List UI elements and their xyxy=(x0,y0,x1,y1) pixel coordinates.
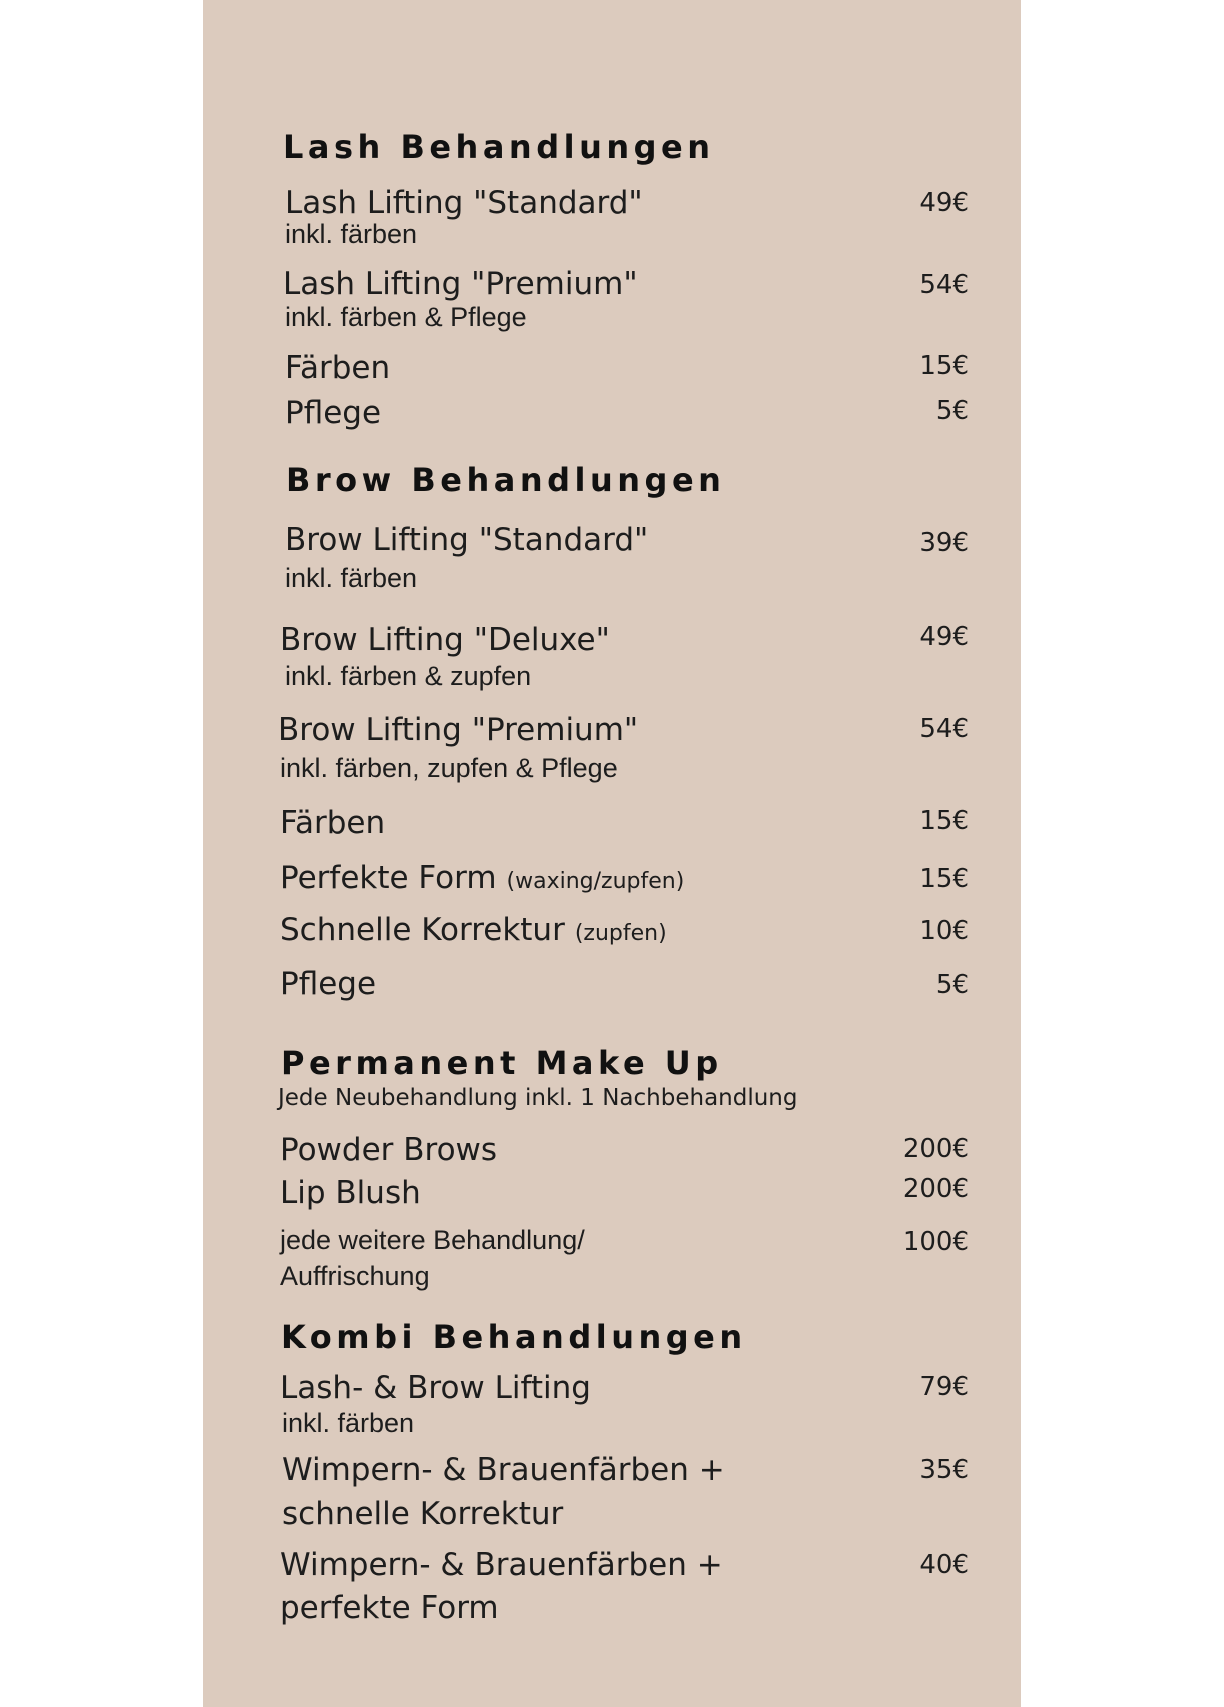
lash-item-1-price: 54€ xyxy=(919,270,969,300)
kombi-item-1-price: 35€ xyxy=(919,1455,969,1485)
lash-item-0-price: 49€ xyxy=(919,188,969,218)
kombi-item-1-line2: schnelle Korrektur xyxy=(282,1496,564,1532)
brow-item-2-price: 54€ xyxy=(919,714,969,744)
brow-item-1-sub: inkl. färben & zupfen xyxy=(285,661,532,691)
pmu-item-2-line2: Auffrischung xyxy=(280,1261,430,1291)
pmu-item-2-line1: jede weitere Behandlung/ xyxy=(280,1225,585,1255)
brow-item-2-sub: inkl. färben, zupfen & Pflege xyxy=(280,753,618,783)
pmu-section-subtitle: Jede Neubehandlung inkl. 1 Nachbehandlung xyxy=(278,1085,798,1111)
lash-item-3-name: Pflege xyxy=(285,395,382,431)
lash-item-0-sub: inkl. färben xyxy=(285,219,418,249)
brow-item-4-price: 15€ xyxy=(919,864,969,894)
lash-section-title: Lash Behandlungen xyxy=(283,128,715,166)
lash-item-2-name: Färben xyxy=(285,350,391,386)
kombi-item-1-line1: Wimpern- & Brauenfärben + xyxy=(282,1452,725,1488)
brow-item-1-price: 49€ xyxy=(919,622,969,652)
brow-item-5 xyxy=(280,912,667,948)
brow-item-5-note: (zupfen) xyxy=(574,921,667,946)
pmu-item-1-name: Lip Blush xyxy=(280,1175,421,1211)
brow-item-3-price: 15€ xyxy=(919,806,969,836)
kombi-item-2-line1: Wimpern- & Brauenfärben + xyxy=(280,1547,723,1583)
lash-item-2-price: 15€ xyxy=(919,351,969,381)
brow-item-0-price: 39€ xyxy=(919,528,969,558)
brow-item-4-name: Perfekte Form xyxy=(280,860,497,896)
price-list-panel xyxy=(203,0,1021,1707)
lash-item-0-name: Lash Lifting "Standard" xyxy=(285,185,643,221)
brow-item-5-price: 10€ xyxy=(919,916,969,946)
brow-item-2-name: Brow Lifting "Premium" xyxy=(278,712,639,748)
brow-item-6-price: 5€ xyxy=(935,970,969,1000)
kombi-item-0-price: 79€ xyxy=(919,1372,969,1402)
kombi-item-2-price: 40€ xyxy=(919,1550,969,1580)
lash-item-1-sub: inkl. färben & Pflege xyxy=(285,302,527,332)
brow-item-0-name: Brow Lifting "Standard" xyxy=(285,522,649,558)
pmu-item-0-name: Powder Brows xyxy=(280,1132,498,1168)
lash-item-3-price: 5€ xyxy=(935,396,969,426)
brow-item-0-sub: inkl. färben xyxy=(285,563,418,593)
brow-item-4 xyxy=(280,860,684,896)
brow-item-3-name: Färben xyxy=(280,805,386,841)
brow-item-6-name: Pflege xyxy=(280,966,377,1002)
kombi-section-title: Kombi Behandlungen xyxy=(281,1318,747,1356)
kombi-item-0-name: Lash- & Brow Lifting xyxy=(280,1370,591,1406)
brow-item-1-name: Brow Lifting "Deluxe" xyxy=(280,622,610,658)
lash-item-1-name: Lash Lifting "Premium" xyxy=(283,266,638,302)
pmu-section-title: Permanent Make Up xyxy=(281,1044,723,1082)
kombi-item-2-line2: perfekte Form xyxy=(280,1590,499,1626)
brow-item-4-note: (waxing/zupfen) xyxy=(506,869,685,894)
brow-item-5-name: Schnelle Korrektur xyxy=(280,912,565,948)
pmu-item-1-price: 200€ xyxy=(902,1174,969,1204)
brow-section-title: Brow Behandlungen xyxy=(286,461,726,499)
kombi-item-0-sub: inkl. färben xyxy=(282,1408,415,1438)
pmu-item-0-price: 200€ xyxy=(902,1134,969,1164)
pmu-item-2-price: 100€ xyxy=(902,1227,969,1257)
